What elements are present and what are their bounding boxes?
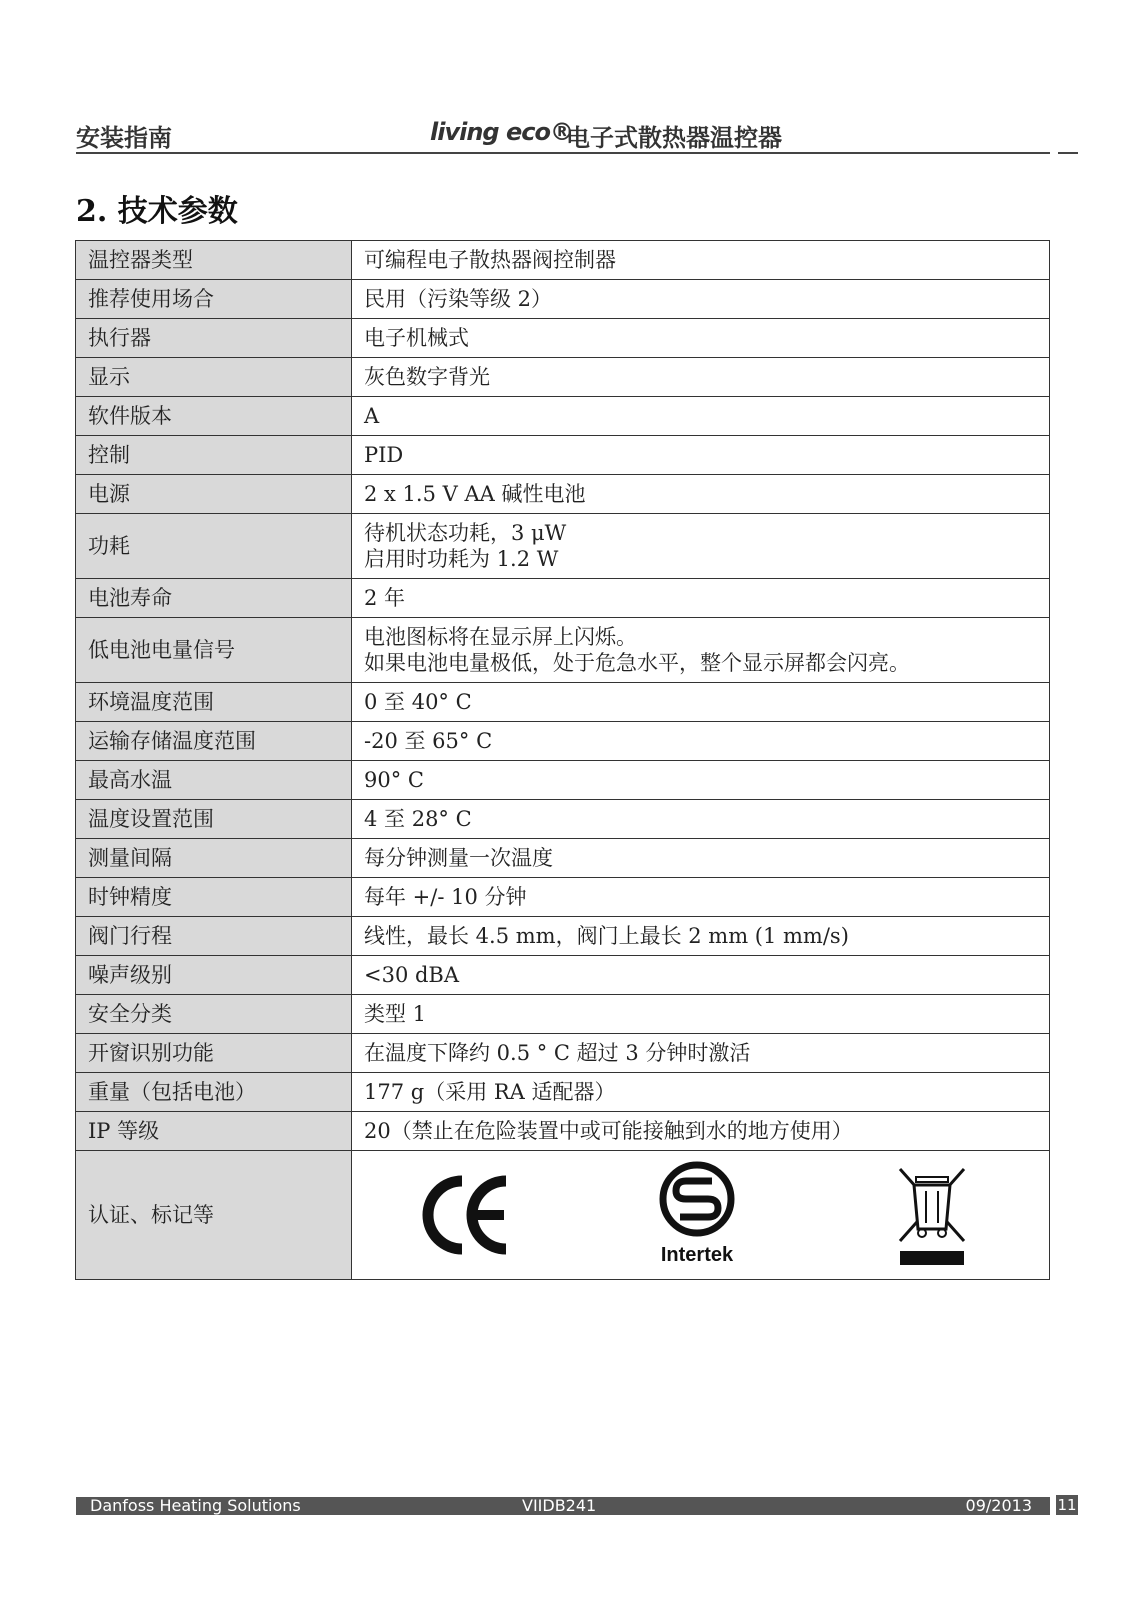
spec-value: 90° C <box>352 761 1050 800</box>
spec-key: 电源 <box>76 475 352 514</box>
spec-key: 软件版本 <box>76 397 352 436</box>
table-row <box>76 319 1050 358</box>
spec-table <box>75 240 1050 1280</box>
spec-key: 噪声级别 <box>76 956 352 995</box>
table-row <box>76 1112 1050 1151</box>
spec-key: 推荐使用场合 <box>76 280 352 319</box>
cert-marks <box>352 1151 1050 1280</box>
spec-key: 功耗 <box>76 514 352 579</box>
table-row <box>76 241 1050 280</box>
spec-key: 最高水温 <box>76 761 352 800</box>
footer-company: Danfoss Heating Solutions <box>90 1496 301 1515</box>
spec-key: 阀门行程 <box>76 917 352 956</box>
page-header <box>76 112 1076 152</box>
spec-value: <30 dBA <box>352 956 1050 995</box>
header-rule <box>76 152 1050 154</box>
table-row <box>76 1034 1050 1073</box>
spec-value: 民用（污染等级 2） <box>352 280 1050 319</box>
spec-value-line: 启用时功耗为 1.2 W <box>364 547 559 571</box>
spec-value: 可编程电子散热器阀控制器 <box>352 241 1050 280</box>
header-product-title: 电子式散热器温控器 <box>566 124 782 152</box>
table-row <box>76 956 1050 995</box>
header-rule-end <box>1058 152 1078 154</box>
spec-value <box>352 618 1050 683</box>
table-row <box>76 280 1050 319</box>
table-row <box>76 761 1050 800</box>
spec-value: 0 至 40° C <box>352 683 1050 722</box>
spec-key: 低电池电量信号 <box>76 618 352 683</box>
spec-key: 时钟精度 <box>76 878 352 917</box>
table-row <box>76 800 1050 839</box>
spec-value: 灰色数字背光 <box>352 358 1050 397</box>
spec-key: 认证、标记等 <box>76 1151 352 1280</box>
table-row <box>76 995 1050 1034</box>
table-row <box>76 1073 1050 1112</box>
spec-value: 电子机械式 <box>352 319 1050 358</box>
spec-key: 安全分类 <box>76 995 352 1034</box>
footer-doc-code: VIIDB241 <box>522 1496 597 1515</box>
spec-value: -20 至 65° C <box>352 722 1050 761</box>
spec-key: 电池寿命 <box>76 579 352 618</box>
spec-key: 测量间隔 <box>76 839 352 878</box>
footer-date: 09/2013 <box>965 1496 1032 1515</box>
spec-key: 温度设置范围 <box>76 800 352 839</box>
spec-value: 2 x 1.5 V AA 碱性电池 <box>352 475 1050 514</box>
spec-value: 在温度下降约 0.5 ° C 超过 3 分钟时激活 <box>352 1034 1050 1073</box>
table-row <box>76 579 1050 618</box>
table-row <box>76 358 1050 397</box>
section-title: 2. 技术参数 <box>76 194 238 229</box>
table-row <box>76 917 1050 956</box>
spec-value: 177 g（采用 RA 适配器） <box>352 1073 1050 1112</box>
table-row <box>76 397 1050 436</box>
header-left-title: 安装指南 <box>76 124 172 152</box>
spec-key: 环境温度范围 <box>76 683 352 722</box>
spec-value: 2 年 <box>352 579 1050 618</box>
ce-mark-icon <box>422 1173 512 1257</box>
spec-key: 显示 <box>76 358 352 397</box>
spec-value: 类型 1 <box>352 995 1050 1034</box>
spec-key: 执行器 <box>76 319 352 358</box>
spec-value: A <box>352 397 1050 436</box>
table-row <box>76 878 1050 917</box>
spec-value-line: 电池图标将在显示屏上闪烁。 <box>364 625 637 649</box>
spec-value: PID <box>352 436 1050 475</box>
spec-value: 每年 +/- 10 分钟 <box>352 878 1050 917</box>
spec-key: 运输存储温度范围 <box>76 722 352 761</box>
intertek-label: Intertek <box>660 1244 734 1266</box>
spec-value: 线性，最长 4.5 mm，阀门上最长 2 mm (1 mm/s) <box>352 917 1050 956</box>
table-row <box>76 839 1050 878</box>
table-row-certifications <box>76 1151 1050 1280</box>
spec-key: 温控器类型 <box>76 241 352 280</box>
page-footer <box>76 1497 1050 1515</box>
spec-value <box>352 514 1050 579</box>
header-brand: living eco® <box>430 118 573 146</box>
table-row <box>76 475 1050 514</box>
table-row <box>76 683 1050 722</box>
spec-key: IP 等级 <box>76 1112 352 1151</box>
page-number: 11 <box>1057 1496 1077 1514</box>
spec-value: 每分钟测量一次温度 <box>352 839 1050 878</box>
table-row <box>76 618 1050 683</box>
spec-value: 20（禁止在危险装置中或可能接触到水的地方使用） <box>352 1112 1050 1151</box>
spec-key: 重量（包括电池） <box>76 1073 352 1112</box>
weee-bin-icon <box>892 1165 972 1269</box>
spec-value-line: 如果电池电量极低，处于危急水平，整个显示屏都会闪亮。 <box>364 651 910 675</box>
spec-key: 开窗识别功能 <box>76 1034 352 1073</box>
spec-value: 4 至 28° C <box>352 800 1050 839</box>
intertek-s-mark-icon <box>652 1159 742 1269</box>
table-row <box>76 514 1050 579</box>
spec-key: 控制 <box>76 436 352 475</box>
table-row <box>76 436 1050 475</box>
table-row <box>76 722 1050 761</box>
spec-value-line: 待机状态功耗，3 μW <box>364 521 567 545</box>
